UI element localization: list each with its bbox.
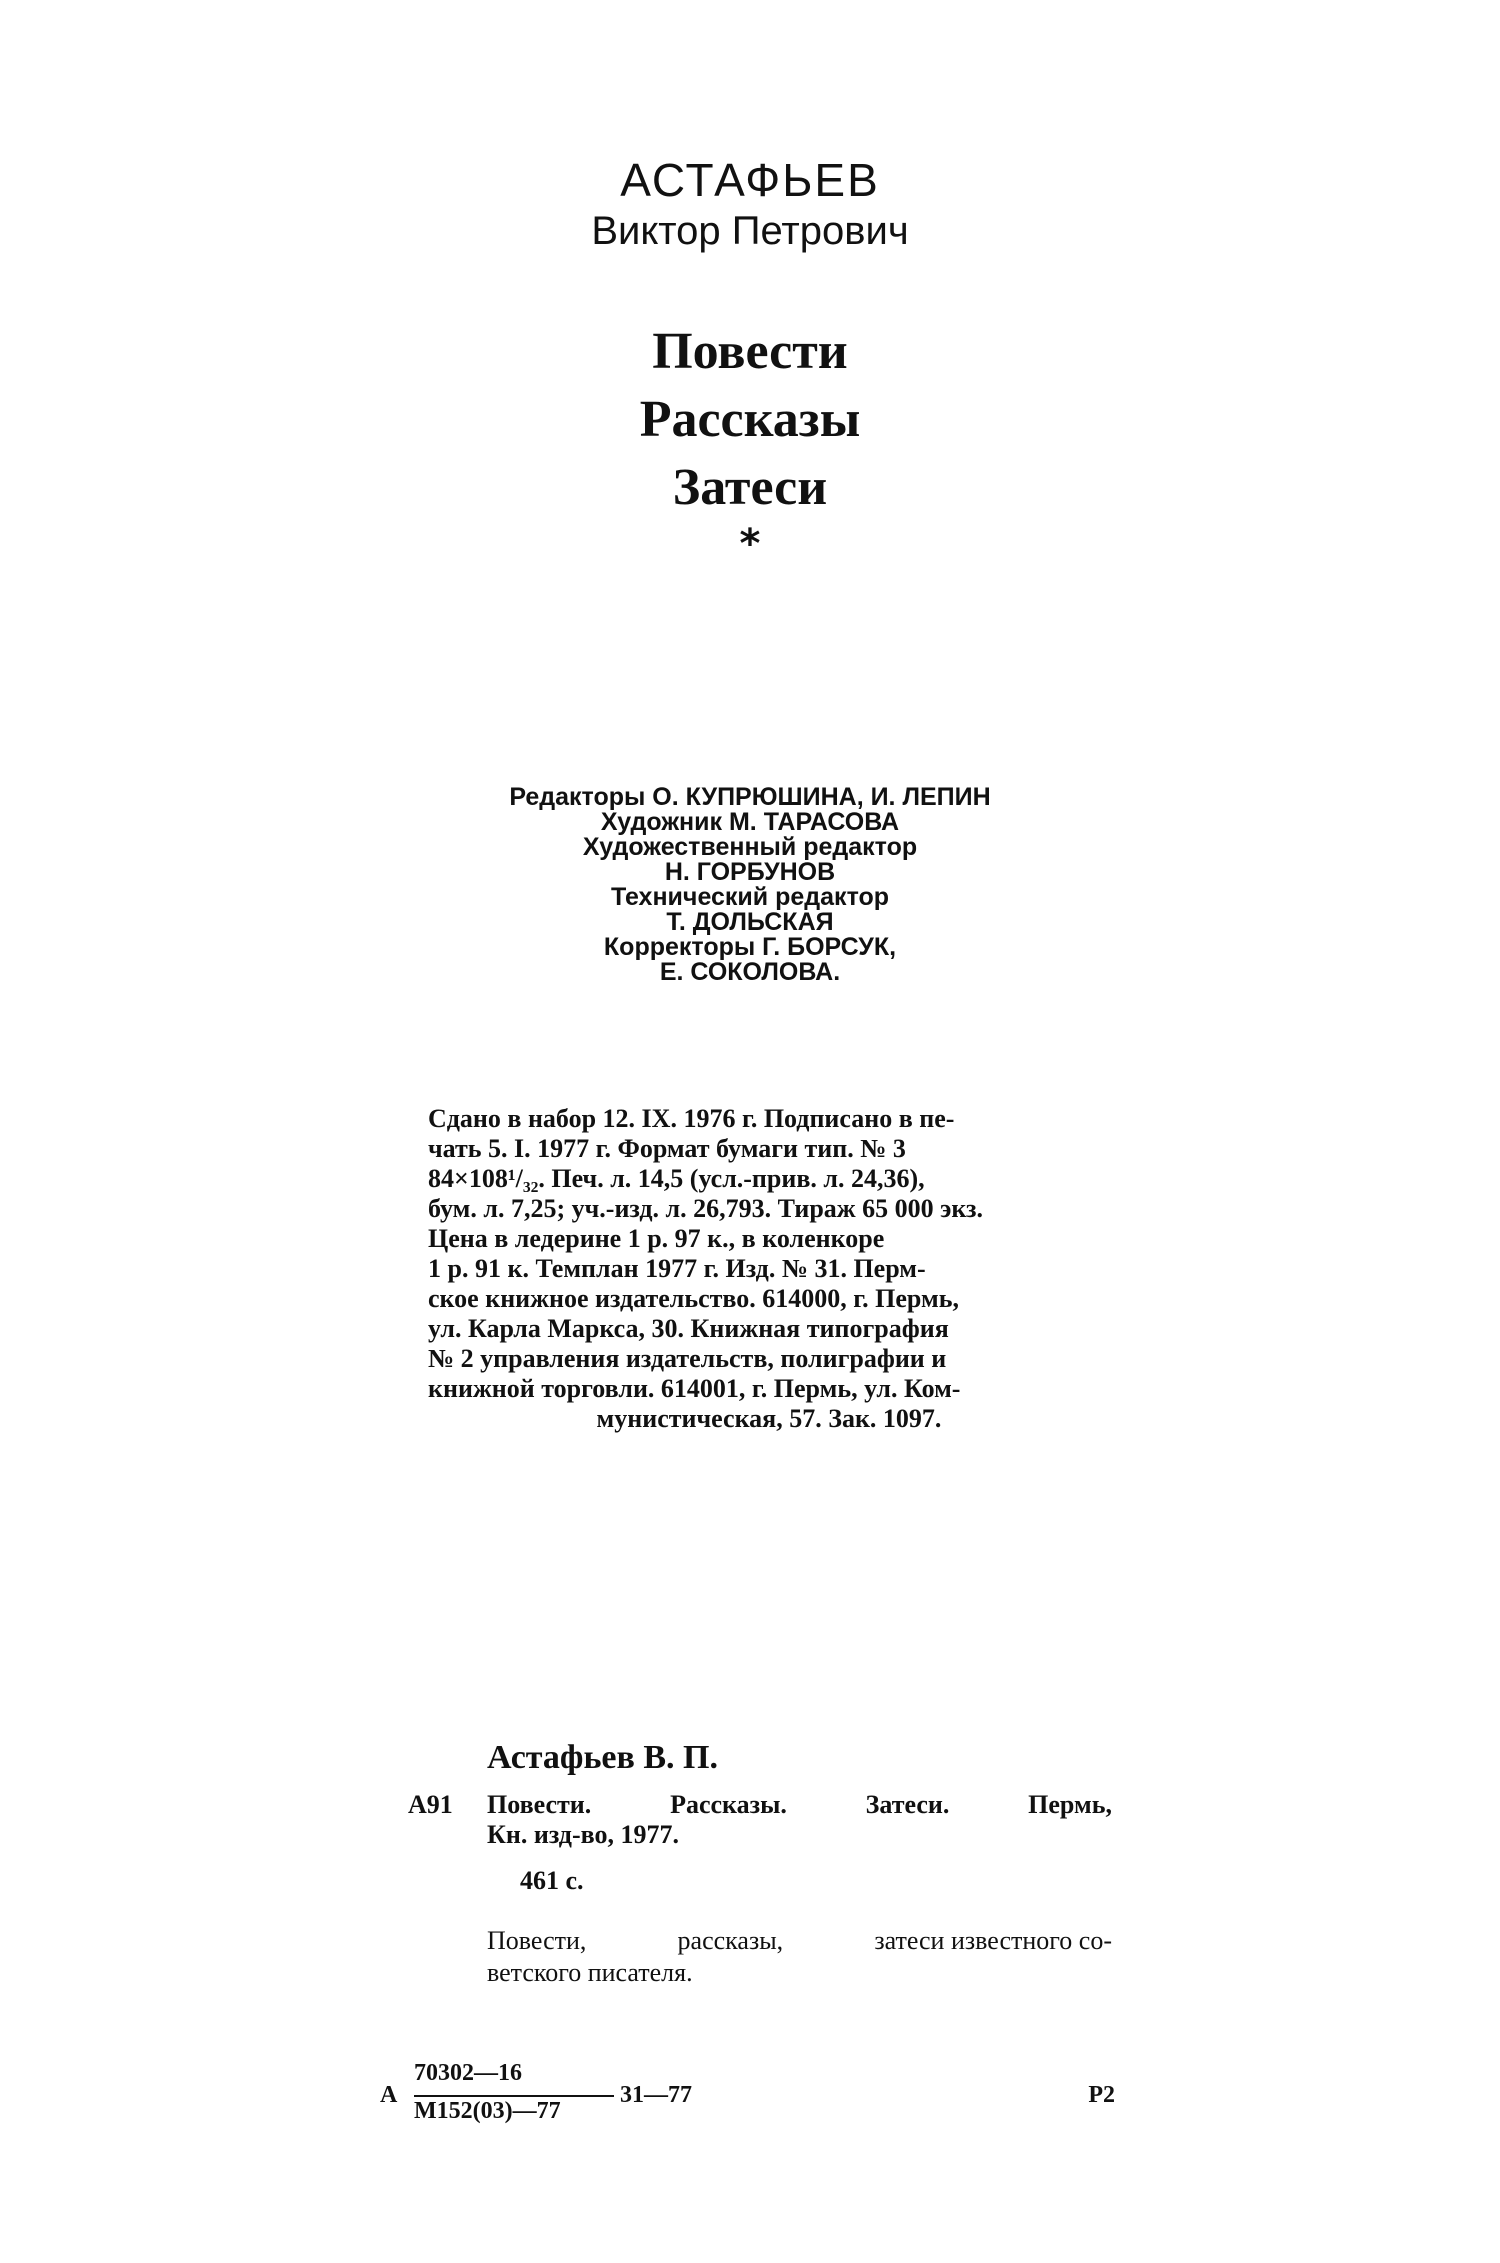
credits-block: [0, 785, 1500, 985]
title-line: Рассказы: [639, 391, 861, 448]
catalog-description-line: [487, 1790, 1112, 1820]
imprint-line: ское книжное издательство. 614000, г. Пермь,: [428, 1284, 959, 1313]
credits-line: Н. ГОРБУНОВ: [664, 858, 836, 886]
author-name: Виктор Петрович: [591, 209, 909, 253]
cipher-middle: 31—77: [620, 2082, 692, 2108]
imprint-line: 1 р. 91 к. Темплан 1977 г. Изд. № 31. Перм-: [428, 1254, 926, 1283]
annotation-word: рассказы,: [677, 1926, 784, 1955]
title-line: Затеси: [672, 459, 828, 516]
imprint-line: Сдано в набор 12. IX. 1976 г. Подписано в пе-: [428, 1104, 955, 1133]
credits-line: Корректоры Г. БОРСУК,: [603, 933, 897, 961]
imprint-line: мунистическая, 57. Зак. 1097.: [596, 1404, 942, 1433]
catalog-code: А91: [408, 1790, 453, 1819]
book-titles: [0, 318, 1500, 522]
imprint-line: бум. л. 7,25; уч.-изд. л. 26,793. Тираж 65 000 экз.: [428, 1194, 983, 1223]
annotation-word: затеси известного со-: [874, 1926, 1112, 1955]
asterisk-ornament-icon: *: [739, 521, 761, 567]
imprint-line: ул. Карла Маркса, 30. Книжная типография: [428, 1314, 949, 1343]
credits-line: Художественный редактор: [582, 833, 918, 861]
cipher-denominator: М152(03)—77: [414, 2098, 561, 2124]
catalog-description: [487, 1790, 1112, 1850]
catalog-word: Пермь,: [1028, 1790, 1112, 1819]
title-line: Повести: [652, 323, 848, 380]
publisher-cipher: [380, 2060, 1115, 2140]
catalog-word: Рассказы.: [670, 1790, 787, 1819]
imprint-line: чать 5. I. 1977 г. Формат бумаги тип. № 3: [428, 1134, 906, 1163]
cipher-letter: А: [380, 2082, 398, 2108]
credits-line: Художник М. ТАРАСОВА: [600, 808, 900, 836]
annotation: [487, 1925, 1112, 1989]
catalog-pages: 461 с.: [520, 1866, 584, 1895]
imprint-block: [428, 1104, 1110, 1434]
annotation-word: Повести,: [487, 1926, 587, 1955]
catalog-word: Затеси.: [865, 1790, 950, 1819]
credits-line: Редакторы О. КУПРЮШИНА, И. ЛЕПИН: [509, 783, 991, 811]
catalog-word: Повести.: [487, 1790, 592, 1819]
credits-line: Технический редактор: [610, 883, 890, 911]
credits-line: Е. СОКОЛОВА.: [659, 958, 841, 986]
author-surname: АСТАФЬЕВ: [620, 154, 880, 206]
imprint-line: Цена в ледерине 1 р. 97 к., в коленкоре: [428, 1224, 885, 1253]
annotation-line: ветского писателя.: [487, 1958, 693, 1987]
catalog-author: Астафьев В. П.: [487, 1739, 718, 1776]
annotation-line: [487, 1925, 1112, 1957]
cipher-class: Р2: [1088, 2082, 1115, 2108]
imprint-line: № 2 управления издательств, полиграфии и: [428, 1344, 947, 1373]
cipher-fraction-rule: [414, 2095, 614, 2097]
imprint-line: книжной торговли. 614001, г. Пермь, ул. Ком-: [428, 1374, 961, 1403]
cipher-numerator: 70302—16: [414, 2060, 522, 2086]
catalog-description-line: Кн. изд-во, 1977.: [487, 1820, 679, 1849]
credits-line: Т. ДОЛЬСКАЯ: [666, 908, 834, 936]
imprint-line: 84×108¹/₃₂. Печ. л. 14,5 (усл.-прив. л. 24,36),: [428, 1164, 925, 1193]
